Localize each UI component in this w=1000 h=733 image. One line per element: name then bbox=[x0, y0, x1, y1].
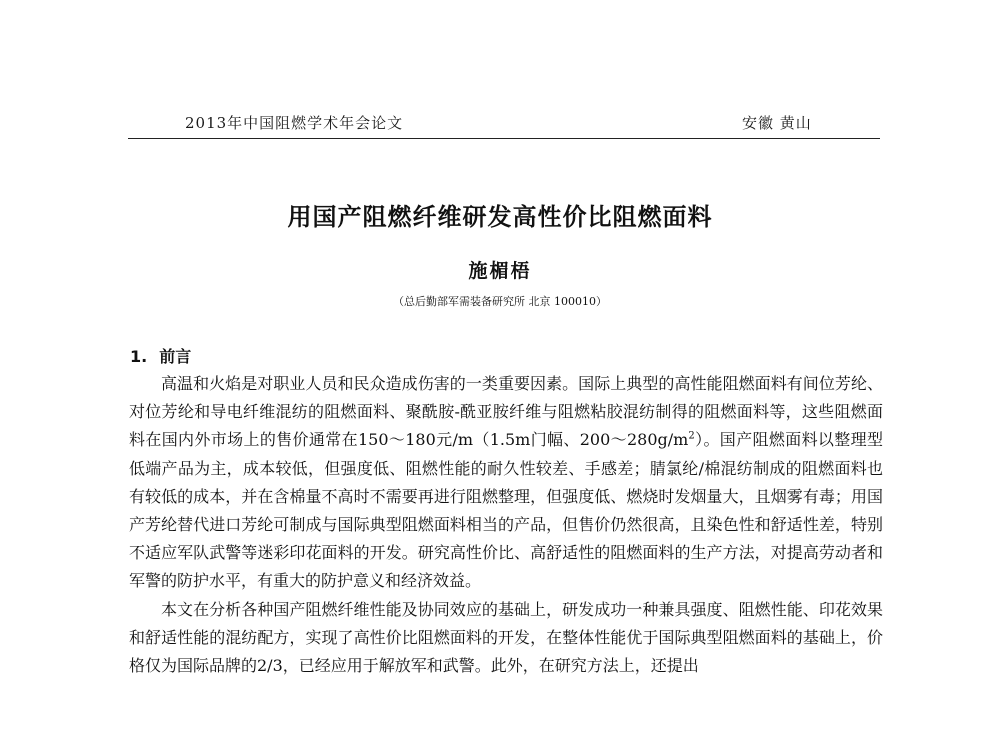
author-name: 施楣梧 bbox=[468, 260, 532, 282]
paragraph-text: ）。国产阻燃面料以整理型低端产品为主，成本较低，但强度低、阻燃性能的耐久性较差、手感差；腈氯纶/棉混纺制成的阻燃面料也有较低的成本，并在含棉量不高时不需要再进行阻燃整理，但强度低、燃烧时发烟量大，且烟雾有毒；用国产芳纶替代进口芳纶可制成与国际典型阻燃面料相当的产品，但售价仍然很高，且染色性和舒适性差，特别不适应军队武警等迷彩印花面料的开发。研究高性价比、高舒适性的阻燃面料的生产方法，对提高劳动者和军警的防护水平，有重大的防护意义和经济效益。 bbox=[129, 430, 883, 591]
header-rule bbox=[128, 138, 880, 139]
section-heading bbox=[130, 344, 191, 367]
section-title: 前言 bbox=[159, 347, 192, 366]
running-header-conference: 2013年中国阻燃学术年会论文 bbox=[185, 114, 404, 132]
paragraph: 本文在分析各种国产阻燃纤维性能及协同效应的基础上，研发成功一种兼具强度、阻燃性能、印花效果和舒适性能的混纺配方，实现了高性价比阻燃面料的开发，在整体性能优于国际典型阻燃面料的基础上，价格仅为国际品牌的2/3，已经应用于解放军和武警。此外，在研究方法上，还提出 bbox=[129, 599, 883, 676]
body-text bbox=[129, 370, 883, 680]
running-header-location: 安徽 黄山 bbox=[742, 114, 812, 132]
author-affiliation: （总后勤部军需装备研究所 北京 100010） bbox=[393, 295, 607, 308]
paper-title: 用国产阻燃纤维研发高性价比阻燃面料 bbox=[287, 203, 713, 231]
section-number: 1. bbox=[130, 347, 148, 366]
paragraph bbox=[129, 370, 883, 596]
superscript: 2 bbox=[688, 431, 695, 443]
paragraph-text: 高温和火焰是对职业人员和民众造成伤害的一类重要因素。国际上典型的高性能阻燃面料有间位芳纶、对位芳纶和导电纤维混纺的阻燃面料、聚酰胺-酰亚胺纤维与阻燃粘胶混纺制得的阻燃面料等，这些阻燃面料在国内外市场上的售价通常在150～180元/m（1.5m门幅、200～280g/m bbox=[129, 374, 883, 450]
